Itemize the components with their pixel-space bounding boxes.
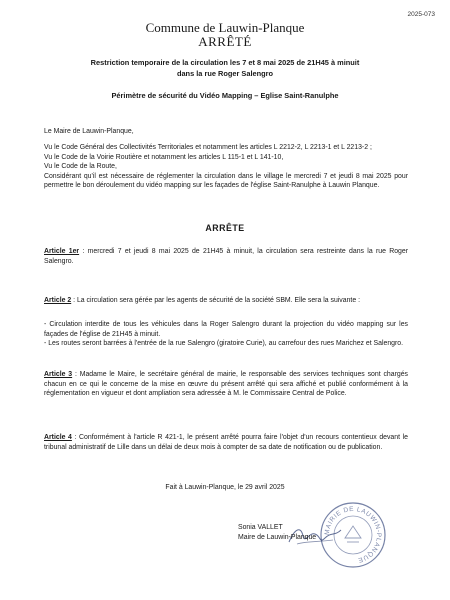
signer-name: Sonia VALLET: [238, 524, 283, 531]
signer-block: [238, 523, 316, 543]
commune-title: Commune de Lauwin-Planque: [145, 20, 305, 35]
article-1-label: Article 1er: [44, 248, 80, 255]
subject-line-1: Restriction temporaire de la circulation les 7 et 8 mai 2025 de 21H45 à minuit: [90, 58, 360, 67]
article-2-label: Article 2: [44, 297, 72, 304]
article-1-text: : mercredi 7 et jeudi 8 mai 2025 de 21H45 à minuit, la circulation sera restreinte dans la rue Roger Salengro.: [44, 248, 408, 265]
document-type: ARRÊTÉ: [198, 34, 252, 49]
article-2: [44, 296, 408, 306]
subject-block: [60, 58, 390, 79]
place-date: Fait à Lauwin-Planque, le 29 avril 2025: [165, 484, 285, 491]
perimeter-title: Périmètre de sécurité du Vidéo Mapping – Eglise Saint-Ranulphe: [111, 91, 339, 100]
article-4: [44, 433, 408, 452]
article-2-text: : La circulation sera gérée par les agents de sécurité de la société SBM. Elle sera la suivante :: [71, 297, 360, 304]
vu-cgct: Vu le Code Général des Collectivités Territoriales et notamment les articles L 2212-2, L 2213-1 et L 2213-2 ;: [44, 144, 372, 151]
arrete-heading: ARRÊTE: [205, 223, 245, 233]
article-3-label: Article 3: [44, 371, 73, 378]
article-2-detail-1: - Circulation interdite de tous les véhicules dans la Roger Salengro durant la projection du vidéo mapping sur les façades de l'église de 21H45 à minuit.: [44, 321, 408, 338]
article-4-label: Article 4: [44, 434, 72, 441]
article-4-text: : Conformément à l'article R 421-1, le présent arrêté pourra faire l'objet d'un recours contentieux devant le tribunal administratif de Lille dans un délai de deux mois à compter de sa date de notification ou de publication.: [44, 434, 408, 451]
stamp-text: MAIRIE DE LAUWIN-PLANQUE: [323, 505, 383, 564]
article-2-detail-2: - Les routes seront barrées à l'entrée de la rue Salengro (giratoire Curie), au carrefour des rues Marichez et Salengro.: [44, 340, 404, 348]
article-3: [44, 370, 408, 399]
preamble-block: [44, 143, 408, 191]
vu-route: Vu le Code de la Route,: [44, 163, 117, 171]
considerant: Considérant qu'il est nécessaire de réglementer la circulation dans le village le mercredi 7 et jeudi 8 mai 2025 pour permettre le bon déroulement du vidéo mapping sur les façades de l'église Saint-Ranulphe à Lauwin Planque.: [44, 172, 408, 190]
document-reference: 2025-073: [407, 11, 435, 18]
article-3-text: : Madame le Maire, le secrétaire général de mairie, le responsable des services techniques sont chargés chacun en ce qui le concerne de la mise en œuvre du présent arrêté qui sera affiché et publié conformément à la réglementation en vigueur et dont ampliation sera adressée à M. le Commissaire Central de Police.: [44, 371, 408, 398]
subject-line-2: dans la rue Roger Salengro: [176, 68, 274, 78]
article-1: [44, 247, 408, 266]
vu-voirie: Vu le Code de la Voirie Routière et notamment les articles L 115-1 et L 141-10,: [44, 153, 284, 161]
signer-title: Maire de Lauwin-Planque: [238, 534, 317, 541]
article-2-details: [44, 320, 408, 349]
maire-line: Le Maire de Lauwin-Planque,: [44, 128, 134, 135]
